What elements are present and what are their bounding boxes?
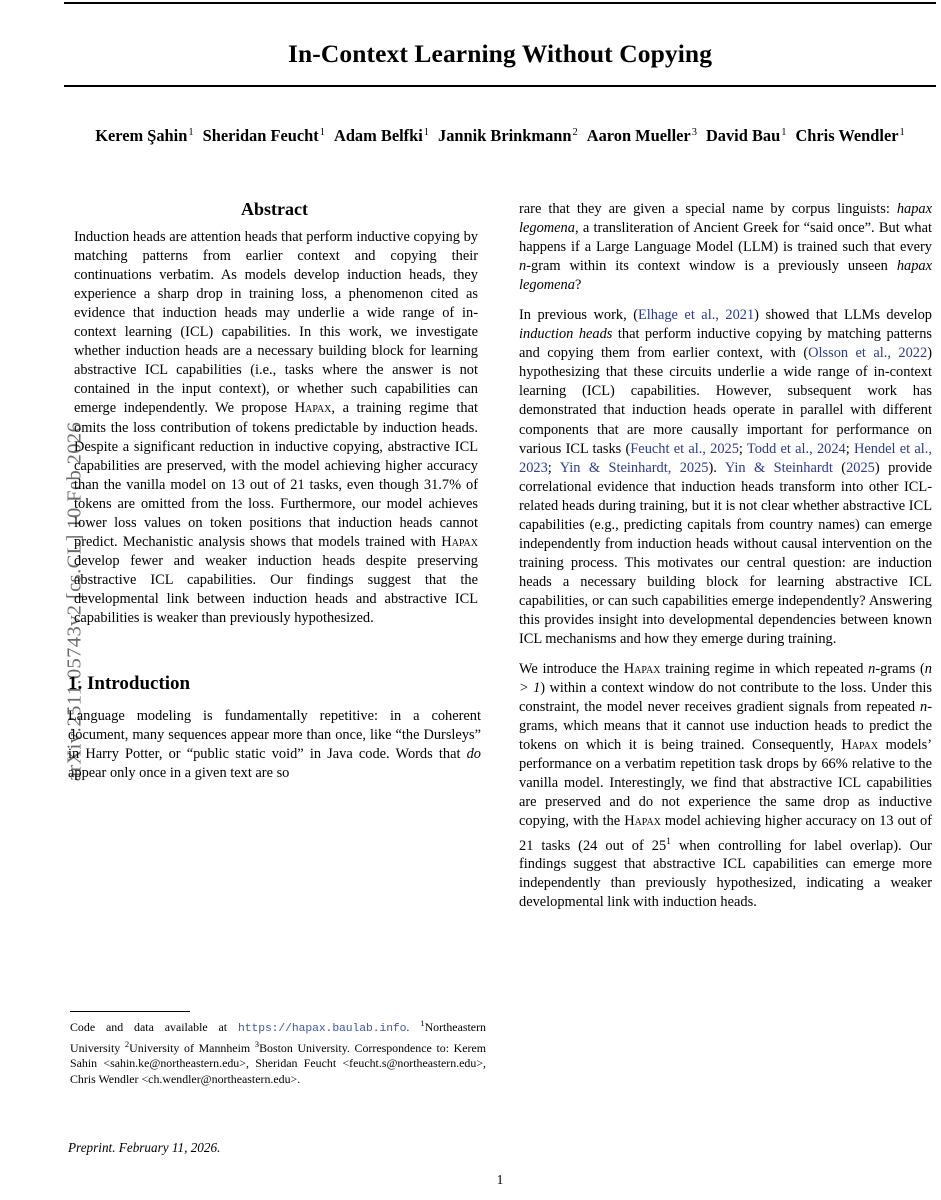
page-title: In-Context Learning Without Copying [287,39,713,69]
author-affiliation-marker: 1 [423,127,430,138]
author-name: Chris Wendler$^1$ [795,126,905,146]
affiliation-marker: 2 [124,1039,130,1050]
author-name: Aaron Mueller$^3$ [586,126,697,146]
author-affiliation-marker: 1 [319,127,325,138]
emphasis-text: do [466,746,481,763]
abstract-body: Induction heads are attention heads that perform inductive copying by matching patterns from earlier context and copying their continuations verbatim. As models develop induction heads, they experience a sharp drop in training loss, a phenomenon cited as evidence that induction heads may underlie a wide range of in-context learning (ICL) capabilities. In this work, we investigate whether induction heads are a necessary building block for learning abstractive ICL capabilities (i.e., tasks where the answer is not contained in the input context), or whether such capabilities can emerge independently. We propose Hapax, a training regime that omits the loss contribution of tokens predictable by induction heads. Despite a significant reduction in inductive copying, abstractive ICL capabilities are preserved, with the model achieving higher accuracy than the vanilla model on 13 out of 21 tasks, even though 31.7% of tokens are omitted from the loss. Furthermore, our model achieves lower loss values on token positions that induction heads cannot predict. Mechanistic analysis shows that models trained with Hapax develop fewer and weaker induction heads despite preserving abstractive ICL capabilities. Our findings suggest that the developmental link between induction heads and abstractive ICL capabilities is weaker than previously hypothesized. [74,229,478,626]
author-name: Adam Belfki$^1$ [333,126,430,146]
author-affiliation-marker: 1 [899,127,905,138]
affiliation-marker: 3 [254,1039,260,1050]
citation-link[interactable]: Elhage et al., 2021 [637,307,755,324]
right-paragraph-3: We introduce the Hapax training regime in which repeated n-grams (n > 1) within a context window do not contribute to the loss. Under this constraint, the model never receives gradient signals from repeated n-grams, which means that it cannot use induction heads to predict the tokens on which it is being trained. Consequently, Hapax models’ performance on a verbatim repetition task drops by 66% relative to the vanilla model. Interestingly, we find that abstractive ICL capabilities are preserved and do not experience the same drop as inductive copying, with the Hapax model achieving higher accuracy on 13 out of 21 tasks (24 out of 25$^1$ when controlling for label overlap). Our findings suggest that abstractive ICL capabilities can emerge more independently than previously hypothesized, indicating a weaker developmental link with induction heads. [519,661,932,911]
inline-math: n > 1 [519,661,932,697]
emphasis-text: hapax legomena [519,258,932,294]
citation-link[interactable]: Feucht et al., 2025 [630,440,739,457]
emphasis-text: induction heads [519,326,613,343]
citation-link[interactable]: Yin & Steinhardt, 2025 [559,459,709,476]
author-affiliation-marker: 3 [691,127,697,138]
method-name: Hapax [624,813,661,830]
footnote-block [68,1011,488,1087]
footnote-separator-rule [70,1011,190,1012]
inline-math: n [868,661,876,678]
author-affiliation-marker: 1 [188,127,194,138]
section-1-heading: 1. Introduction [68,673,191,695]
header-rule-bottom [64,85,936,87]
introduction-paragraph-1: Language modeling is fundamentally repetitive: in a coherent document, many sequences appear more than once, like “the Dursleys” in Harry Potter, or “public static void” in Java code. Words that do appear only once in a given text are so [68,708,481,782]
footnote-marker[interactable]: 1 [666,835,671,847]
affiliation-marker: 1 [420,1018,425,1028]
arxiv-stamp: arXiv:2511.05743v2 [cs.CL] 10 Feb 2026 [63,421,86,782]
left-column [68,200,481,783]
citation-link[interactable]: 2025 [846,459,875,476]
abstract-heading: Abstract [241,199,308,219]
citation-link[interactable]: Hendel et al., 2023 [519,440,932,476]
emphasis-text: hapax legomena [519,201,932,237]
method-name: Hapax [294,400,332,417]
author-name: Jannik Brinkmann$^2$ [438,126,578,146]
right-column [519,200,932,912]
url-link[interactable]: baulab.info [332,1022,407,1035]
inline-math: n [920,699,928,716]
citation-link[interactable]: Olsson et al., 2022 [808,345,928,362]
author-affiliation-marker: 2 [572,127,578,138]
header-rule-top [64,2,936,4]
footnote-text: Code and data available at https://hapax.baulab.info. $^1$Northeastern University $^2$University of Mannheim $^3$Boston University. Correspondence to: Kerem Sahin <sahin.ke@northeastern.edu>, Sheridan Feucht <feucht.s@northeastern.edu>, Chris Wendler <ch.wendler@northeastern.edu>. [70,1018,487,1086]
author-name: David Bau$^1$ [705,126,787,146]
page-number: 1 [496,1172,504,1187]
author-name: Sheridan Feucht$^1$ [202,126,325,146]
citation-link[interactable]: Todd et al., 2024 [746,440,846,457]
method-name: Hapax [841,737,879,754]
inline-math: n [519,258,527,275]
right-paragraph-1: rare that they are given a special name by corpus linguists: hapax legomena, a transliteration of Ancient Greek for “said once”. But what happens if a Large Language Model (LLM) is trained such that every n-gram within its context window is a previously unseen hapax legomena? [519,201,932,294]
method-name: Hapax [441,533,478,550]
citation-link[interactable]: Yin & Steinhardt [724,459,833,476]
author-list [64,120,936,148]
author-affiliation-marker: 1 [781,127,787,138]
method-name: Hapax [623,661,661,678]
preprint-note: Preprint. February 11, 2026. [68,1140,221,1155]
right-paragraph-2: In previous work, (Elhage et al., 2021) showed that LLMs develop induction heads that perform inductive copying by matching patterns and copying them from earlier context, with (Olsson et al., 2022) hypothesizing that these circuits underlie a wide range of in-context learning (ICL) capabilities. However, subsequent work has demonstrated that induction heads operate in parallel with different components that are more causally important for performance on various ICL tasks (Feucht et al., 2025; Todd et al., 2024; Hendel et al., 2023; Yin & Steinhardt, 2025). Yin & Steinhardt (2025) provide correlational evidence that induction heads transform into other ICL-related heads during training, but it is not clear whether abstractive ICL capabilities (e.g., predicting capitals from country names) can emerge independently from induction heads without causal intervention on the training process. This motivates our central question: are induction heads a necessary building block for learning abstractive ICL capabilities, or can such capabilities emerge independently? Answering this provides insight into developmental dependencies between known ICL mechanisms and how they emerge during training. [519,307,933,648]
author-name: Kerem Şahin$^1$ [95,126,194,146]
paper-page [64,0,936,1200]
url-link[interactable]: https://hapax. [238,1022,333,1035]
